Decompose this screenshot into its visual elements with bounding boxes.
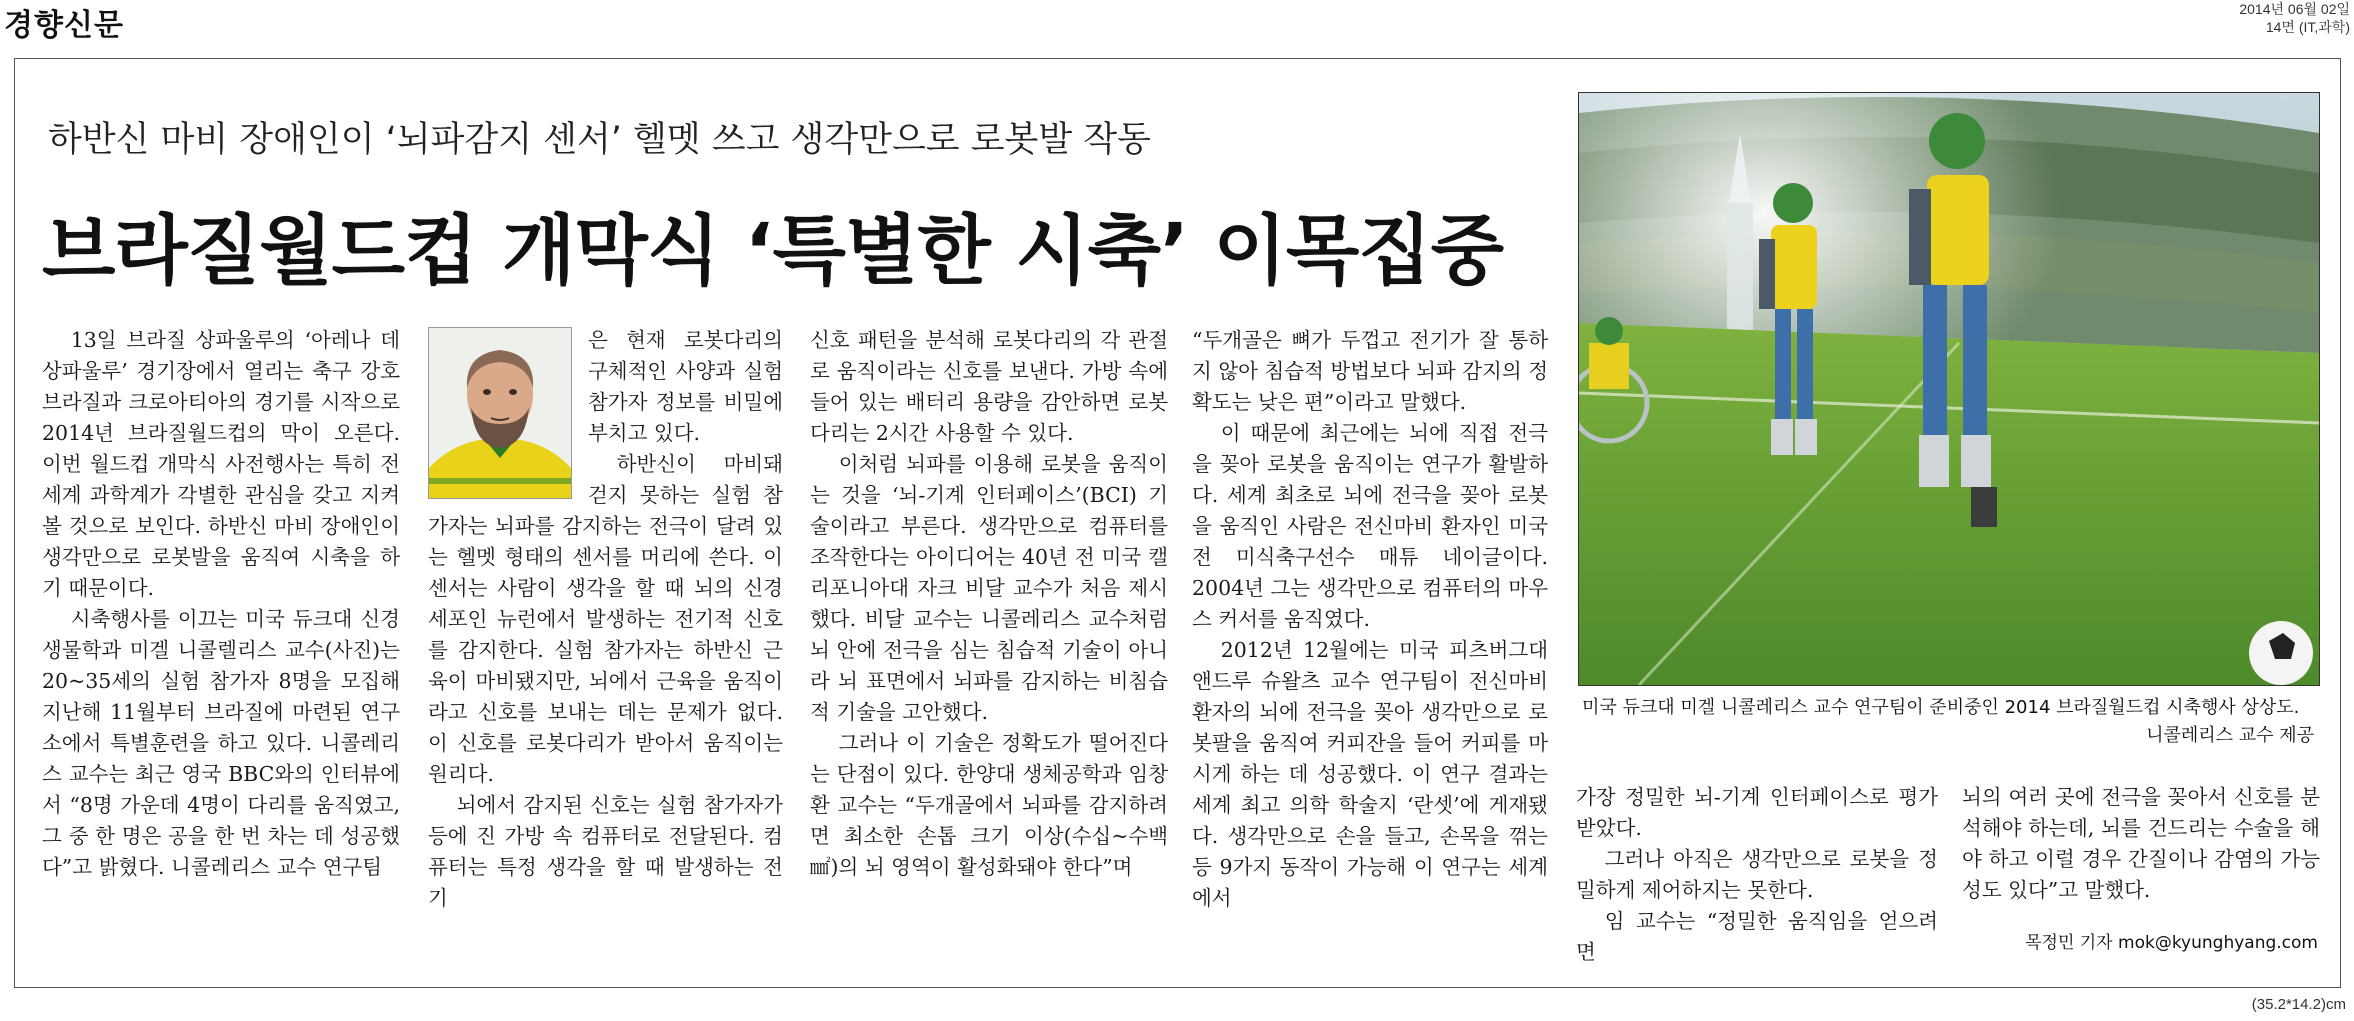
paragraph: “두개골은 뼈가 두껍고 전기가 잘 통하지 않아 침습적 방법보다 뇌파 감지의 정확도는 낮은 편”이라고 말했다.	[1192, 328, 1548, 414]
paragraph: 신호 패턴을 분석해 로봇다리의 각 관절로 움직이라는 신호를 보낸다. 가방 속에 들어 있는 배터리 용량을 감안하면 로봇다리는 2시간 사용할 수 있다.	[810, 328, 1168, 445]
paragraph: 그러나 아직은 생각만으로 로봇을 정밀하게 제어하지는 못한다.	[1576, 847, 1938, 902]
article-column-3	[810, 325, 1168, 883]
paragraph: 뇌의 여러 곳에 전극을 꽂아서 신호를 분석해야 하는데, 뇌를 건드리는 수술을 해야 하고 이럴 경우 간질이나 감염의 가능성도 있다”고 말했다.	[1962, 785, 2320, 902]
article-column-6	[1962, 782, 2320, 906]
reporter-byline: 목정민 기자 mok@kyunghyang.com	[2025, 933, 2318, 953]
photo-caption-block	[1582, 694, 2314, 750]
newspaper-masthead: 경향신문	[4, 8, 124, 43]
world-cup-kickoff-illustration	[1578, 92, 2320, 686]
paragraph: 은 현재 로봇다리의 구체적인 사양과 실험 참가자 정보를 비밀에 부치고 있다.	[588, 328, 783, 445]
article-column-1	[42, 325, 400, 883]
issue-date: 2014년 06월 02일	[2239, 1, 2350, 17]
article-column-5	[1576, 782, 1938, 968]
paragraph: 뇌에서 감지된 신호는 실험 참가자가 등에 진 가방 속 컴퓨터로 전달된다. 컴퓨터는 특정 생각을 할 때 발생하는 전기	[428, 793, 783, 910]
paragraph: 이처럼 뇌파를 이용해 로봇을 움직이는 것을 ‘뇌-기계 인터페이스’(BCI) 기술이라고 부른다. 생각만으로 컴퓨터를 조작한다는 아이디어는 40년 전 미국 캘리포니아대 자크 비달 교수가 처음 제시했다. 비달 교수는 니콜레리스 교수처럼 뇌 안에 전극을 심는 침습적 기술이 아니라 뇌 표면에서 뇌파를 감지하는 비침습적 기술을 고안했다.	[810, 452, 1168, 724]
paragraph: 그러나 이 기술은 정확도가 떨어진다는 단점이 있다. 한양대 생체공학과 임창환 교수는 “두개골에서 뇌파를 감지하려면 최소한 손톱 크기 이상(수십~수백 ㎟)의 뇌 영역이 활성화돼야 한다”며	[810, 731, 1168, 879]
paragraph: 13일 브라질 상파울루의 ‘아레나 데 상파울루’ 경기장에서 열리는 축구 강호 브라질과 크로아티아의 경기를 시작으로 2014년 브라질월드컵의 막이 오른다. 이번 월드컵 개막식 사전행사는 특히 전 세계 과학계가 각별한 관심을 갖고 지켜볼 것으로 보인다. 하반신 마비 장애인이 생각만으로 로봇발을 움직여 시축을 하기 때문이다.	[42, 328, 400, 600]
photo-caption: 미국 듀크대 미겔 니콜레리스 교수 연구팀이 준비중인 2014 브라질월드컵 시축행사 상상도.	[1582, 697, 2300, 718]
article-column-4	[1192, 325, 1548, 914]
paragraph: 임 교수는 “정밀한 움직임을 얻으려면	[1576, 909, 1938, 964]
paragraph: 시축행사를 이끄는 미국 듀크대 신경생물학과 미겔 니콜렐리스 교수(사진)는 20~35세의 실험 참가자 8명을 모집해 지난해 11월부터 브라질에 마련된 연구소에서 특별훈련을 하고 있다. 니콜레리스 교수는 최근 영국 BBC와의 인터뷰에서 “8명 가운데 4명이 다리를 움직였고, 그 중 한 명은 공을 한 번 차는 데 성공했다”고 밝혔다. 니콜레리스 교수 연구팀	[42, 607, 400, 879]
article-subhead: 하반신 마비 장애인이 ‘뇌파감지 센서’ 헬멧 쓰고 생각만으로 로봇발 작동	[48, 120, 1151, 160]
paragraph: 이 때문에 최근에는 뇌에 직접 전극을 꽂아 로봇을 움직이는 연구가 활발하다. 세계 최초로 뇌에 전극을 꽂아 로봇을 움직인 사람은 전신마비 환자인 미국 전 미식축구선수 매튜 네이글이다. 2004년 그는 생각만으로 컴퓨터의 마우스 커서를 움직였다.	[1192, 421, 1548, 631]
photo-credit: 니콜레리스 교수 제공	[2146, 725, 2314, 746]
article-column-2	[428, 325, 783, 914]
page-meta	[2239, 0, 2350, 36]
professor-portrait	[428, 327, 572, 499]
paragraph: 가장 정밀한 뇌-기계 인터페이스로 평가받았다.	[1576, 785, 1938, 840]
page-section: 14면 (IT,과학)	[2265, 19, 2350, 35]
paragraph: 2012년 12월에는 미국 피츠버그대 앤드루 슈왈츠 교수 연구팀이 전신마비 환자의 뇌에 전극을 꽂아 생각만으로 로봇팔을 움직여 커피잔을 들어 커피를 마시게 하는 데 성공했다. 이 연구 결과는 세계 최고 의학 학술지 ‘란셋’에 게재됐다. 생각만으로 손을 들고, 손목을 꺾는 등 9가지 동작이 가능해 이 연구는 세계에서	[1192, 638, 1548, 910]
clipping-size: (35.2*14.2)cm	[2251, 996, 2346, 1013]
article-headline: 브라질월드컵 개막식 ‘특별한 시축’ 이목집중	[42, 206, 1504, 295]
paragraph: 하반신이 마비돼 걷지 못하는 실험 참가자는 뇌파를 감지하는 전극이 달려 있는 헬멧 형태의 센서를 머리에 쓴다. 이 센서는 사람이 생각을 할 때 뇌의 신경세포인 뉴런에서 발생하는 전기적 신호를 감지한다. 실험 참가자는 하반신 근육이 마비됐지만, 뇌에서 근육을 움직이라고 신호를 보내는 데는 문제가 없다. 이 신호를 로봇다리가 받아서 움직이는 원리다.	[428, 452, 783, 786]
